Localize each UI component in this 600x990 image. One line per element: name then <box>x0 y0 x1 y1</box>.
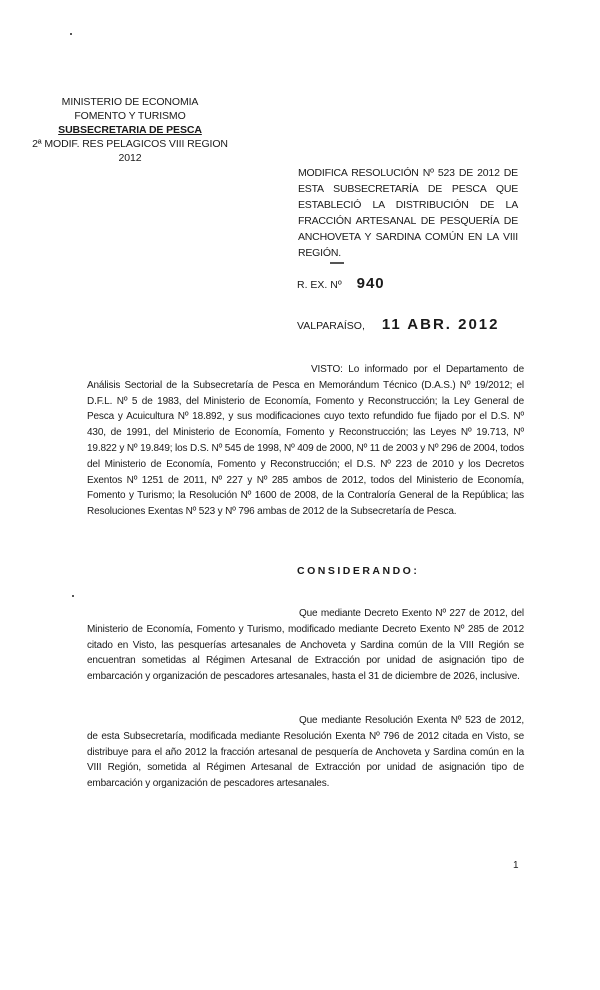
paragraph-text: Que mediante Resolución Exenta Nº 523 de 2012, de esta Subsecretaría, modificada mediante Resolución Exenta Nº 796 de 2012 citada en Visto, se distribuye para el año 2012 la fracción artesanal de pesquería de Anchoveta y Sardina común en la VIII Región, sometida al Régimen Artesanal de Extracción por unidad de asignación tipo de embarcación y organización de pescadores artesanales. <box>87 715 524 790</box>
scan-speck <box>330 262 344 264</box>
visto-section <box>87 362 524 520</box>
paragraph-text: Que mediante Decreto Exento Nº 227 de 2012, del Ministerio de Economía, Fomento y Turismo, modificado mediante Decreto Exento Nº 285 de 2012 citado en Visto, las pesquerías artesanales de Anchoveta y Sardina común de la VIII Región se encuentran sometidas al Régimen Artesanal de Extracción por unidad de asignación tipo de embarcación y organización de pescadores artesanales, hasta el 31 de diciembre de 2026, inclusive. <box>87 608 524 683</box>
subsecretaria-line: SUBSECRETARIA DE PESCA <box>58 124 202 136</box>
considerando-paragraph-2 <box>87 713 524 792</box>
issuer-header <box>20 95 240 165</box>
resolution-label: R. EX. Nº <box>297 279 342 291</box>
date-stamp: 11 ABR. 2012 <box>381 316 500 333</box>
date-place: VALPARAÍSO, <box>297 320 365 332</box>
scan-speck <box>72 595 74 597</box>
considerando-heading: CONSIDERANDO: <box>297 565 420 577</box>
date-line <box>297 316 499 333</box>
page-number: 1 <box>513 860 519 871</box>
considerando-paragraph-1 <box>87 606 524 685</box>
document-reference: 2ª MODIF. RES PELAGICOS VIII REGION 2012 <box>32 138 228 164</box>
resolution-subject: MODIFICA RESOLUCIÓN Nº 523 DE 2012 DE ESTA SUBSECRETARÍA DE PESCA QUE ESTABLECIÓ LA DISTRIBUCIÓN DE LA FRACCIÓN ARTESANAL DE PESQUERÍA DE ANCHOVETA Y SARDINA COMÚN EN LA VIII REGIÓN. <box>298 167 518 259</box>
visto-text: VISTO: Lo informado por el Departamento de Análisis Sectorial de la Subsecretaría de Pesca en Memorándum Técnico (D.A.S.) Nº 19/2012; el D.F.L. Nº 5 de 1983, del Ministerio de Economía, Fomento y Reconstrucción; la Ley General de Pesca y Acuicultura Nº 18.892, y sus modificaciones cuyo texto refundido fue fijado por el D.S. Nº 430, de 1991, del Ministerio de Economía, Fomento y Reconstrucción; las Leyes Nº 19.713, Nº 19.822 y Nº 19.849; los D.S. Nº 545 de 1998, Nº 409 de 2000, Nº 11 de 2003 y Nº 296 de 2004, todos del Ministerio de Economía, Fomento y Reconstrucción; el D.S. Nº 223 de 2010 y los Decretos Exentos Nº 1251 de 2011, Nº 227 y Nº 285 ambos de 2012, todos del Ministerio de Economía, Fomento y Turismo; la Resolución Nº 1600 de 2008, de la Contraloría General de la República; las Resoluciones Exentas Nº 523 y Nº 796 ambas de 2012 de la Subsecretaría de Pesca. <box>87 364 524 518</box>
scan-speck <box>70 33 72 35</box>
resolution-number: 940 <box>356 275 385 292</box>
ministry-line: MINISTERIO DE ECONOMIA <box>61 96 199 108</box>
resolution-number-line <box>297 275 385 292</box>
ministry-line-2: FOMENTO Y TURISMO <box>74 110 186 122</box>
